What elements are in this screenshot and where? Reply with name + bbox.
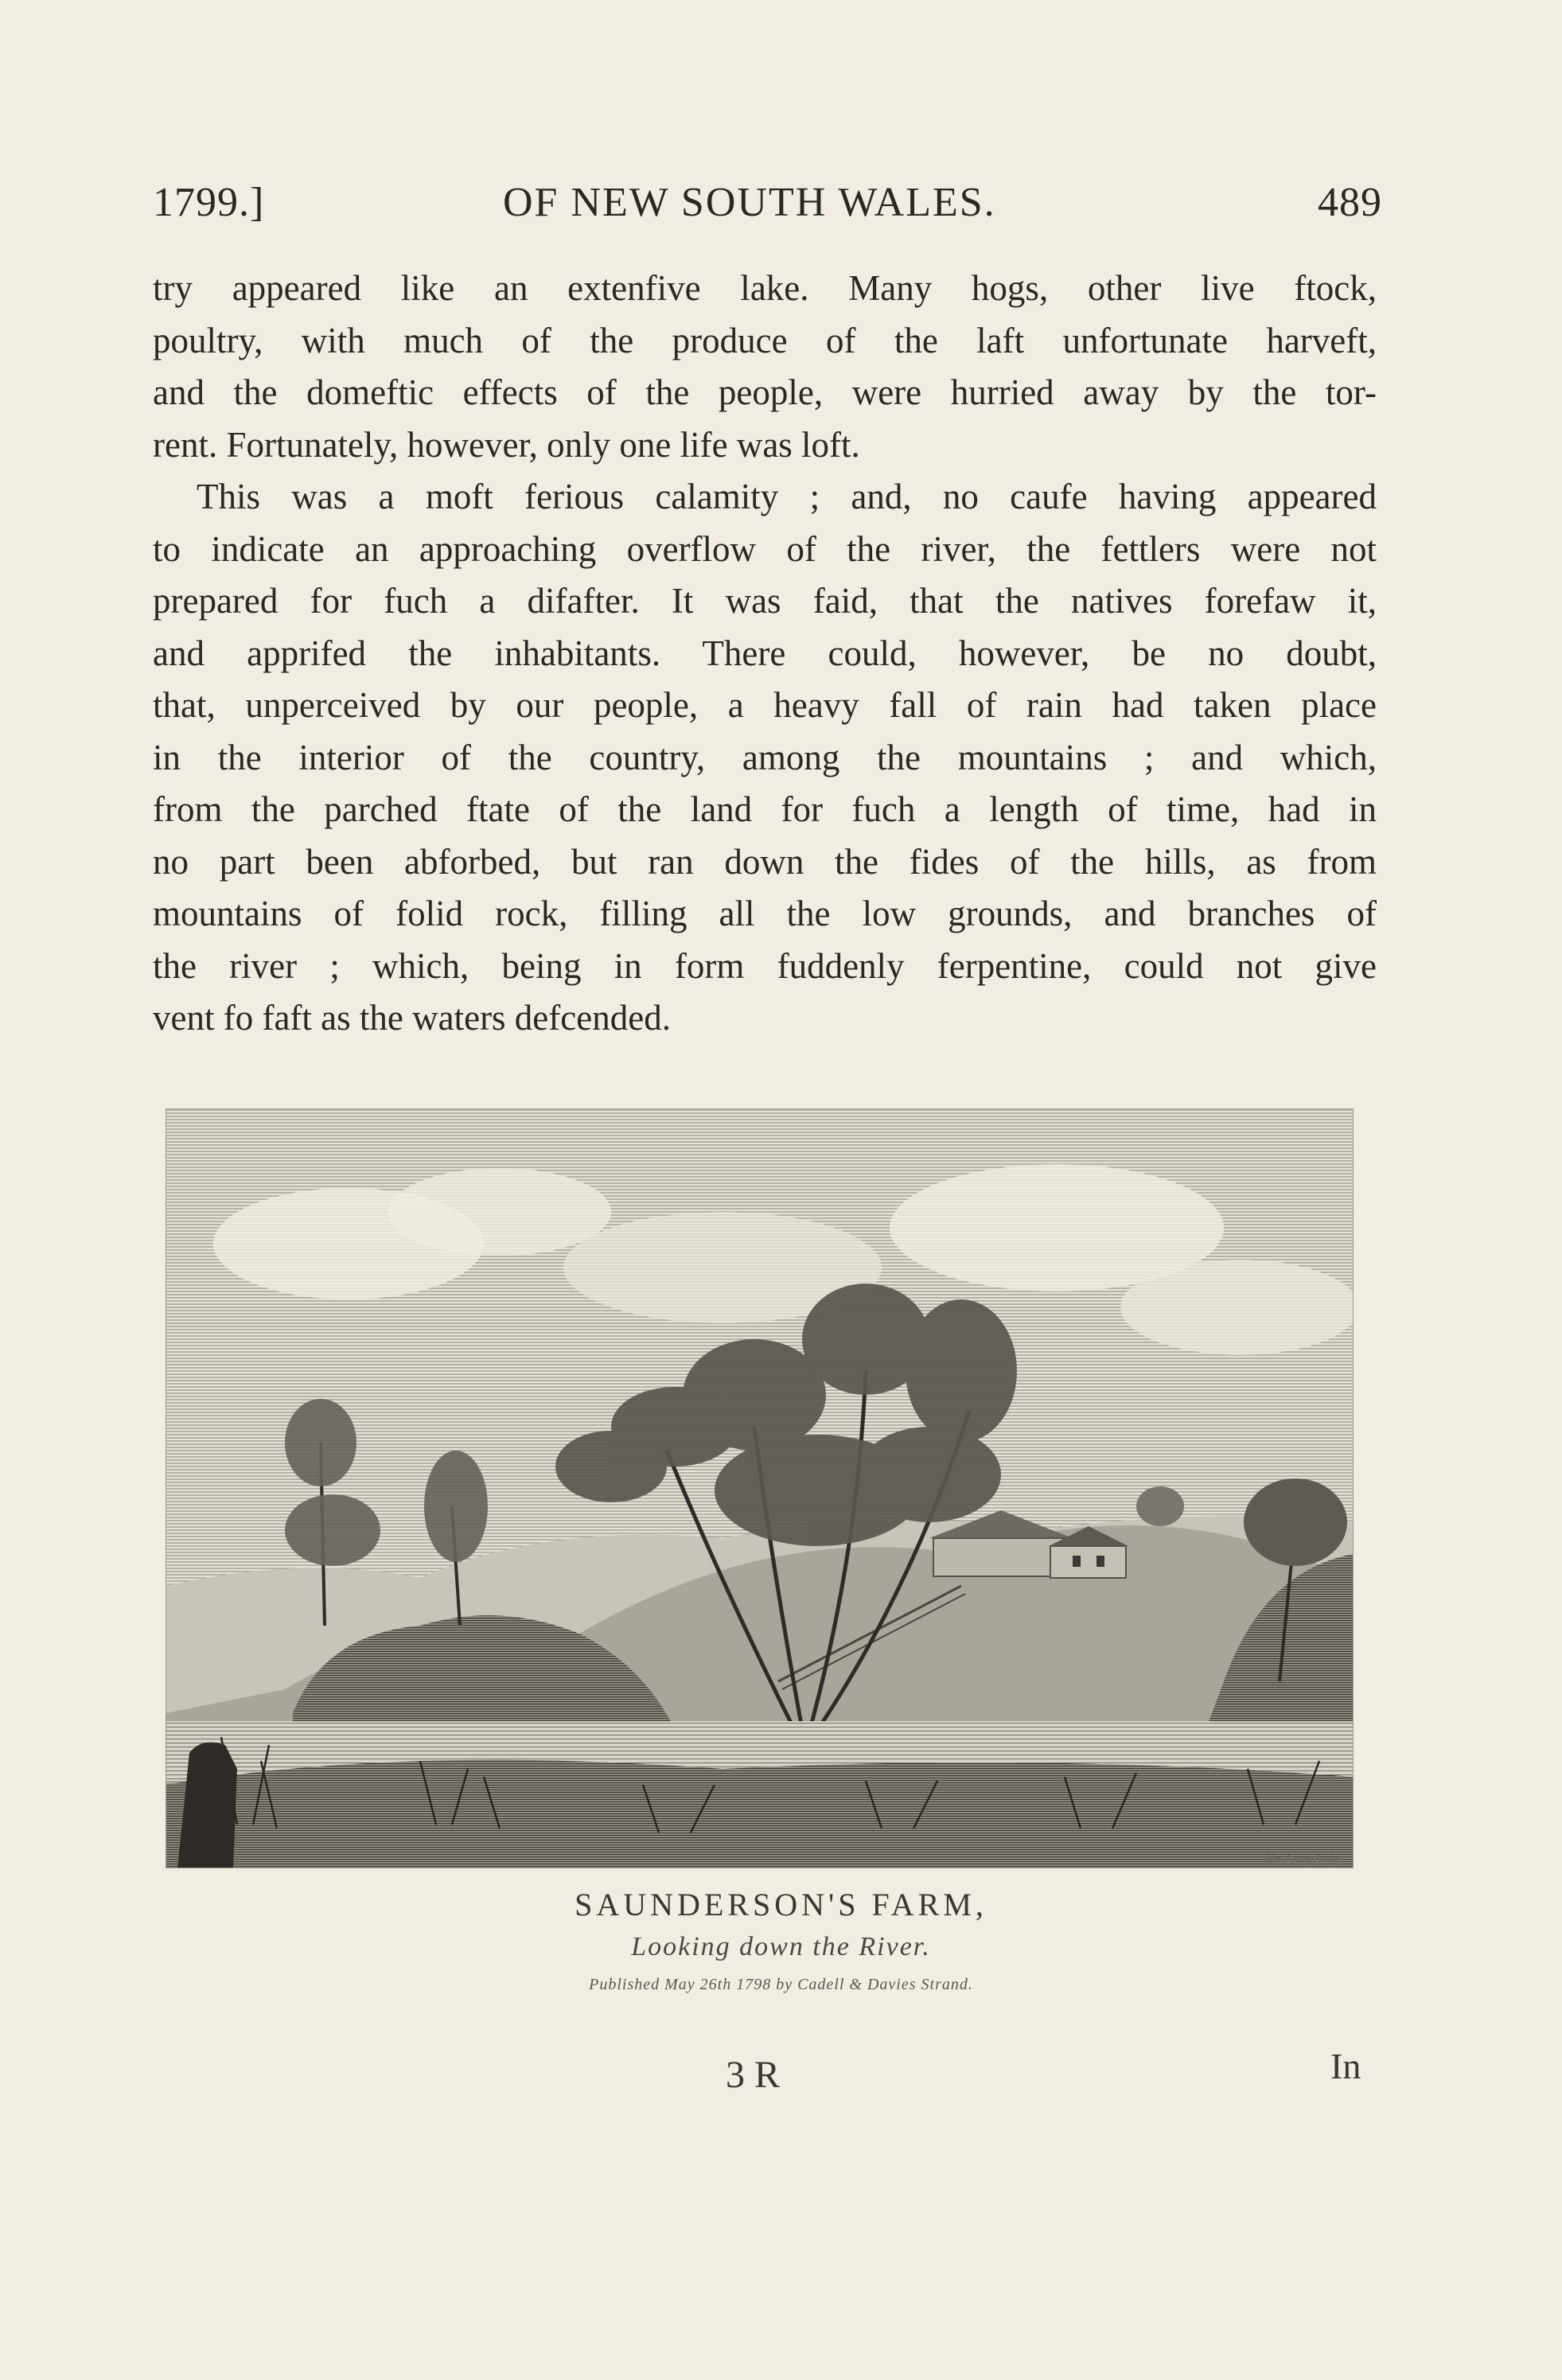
body-line: rent. Fortunately, however, only one life was loft.	[153, 424, 860, 465]
body-line: and apprifed the inhabitants. There could, however, be no doubt,	[153, 633, 1377, 673]
running-head	[153, 179, 1382, 235]
body-line: mountains of folid rock, filling all the low grounds, and branches of	[153, 894, 1377, 933]
body-line: from the parched ftate of the land for fuch a length of time, had in	[153, 789, 1377, 829]
body-line: the river ; which, being in form fuddenly ferpentine, could not give	[153, 945, 1377, 986]
body-line: and the domeftic effects of the people, were hurried away by the tor-	[153, 372, 1377, 412]
body-line: no part been abforbed, but ran down the fides of the hills, as from	[153, 841, 1377, 882]
plate-publication-line: Published May 26th 1798 by Cadell & Davies Strand.	[589, 1976, 973, 1993]
body-line: This was a moft ferious calamity ; and, no caufe having appeared	[197, 477, 1377, 516]
plate-title: SAUNDERSON'S FARM,	[575, 1887, 987, 1922]
running-head-year: 1799.]	[153, 180, 265, 225]
engraving-illustration	[166, 1108, 1354, 1868]
body-line: prepared for fuch a difafter. It was faid, that the natives forefaw it,	[153, 581, 1377, 621]
body-line: in the interior of the country, among the mountains ; and which,	[153, 737, 1377, 777]
body-line: that, unperceived by our people, a heavy fall of rain had taken place	[153, 685, 1377, 725]
body-line: poultry, with much of the produce of the laft unfortunate harveft,	[153, 320, 1377, 360]
page-number: 489	[1318, 180, 1382, 225]
body-text	[153, 263, 1377, 1045]
catchword: In	[1330, 2046, 1361, 2086]
printer-signature-mark: 3 R	[726, 2054, 781, 2096]
plate-subtitle: Looking down the River.	[631, 1932, 931, 1961]
body-line: to indicate an approaching overflow of the river, the fettlers were not	[153, 528, 1377, 569]
running-head-title: OF NEW SOUTH WALES.	[503, 180, 996, 225]
body-line: try appeared like an extenfive lake. Many hogs, other live ftock,	[153, 268, 1377, 308]
body-line: vent fo faft as the waters defcended.	[153, 998, 671, 1038]
engraver-signature: Wm. Lowry Sculp.	[1265, 1852, 1342, 1864]
